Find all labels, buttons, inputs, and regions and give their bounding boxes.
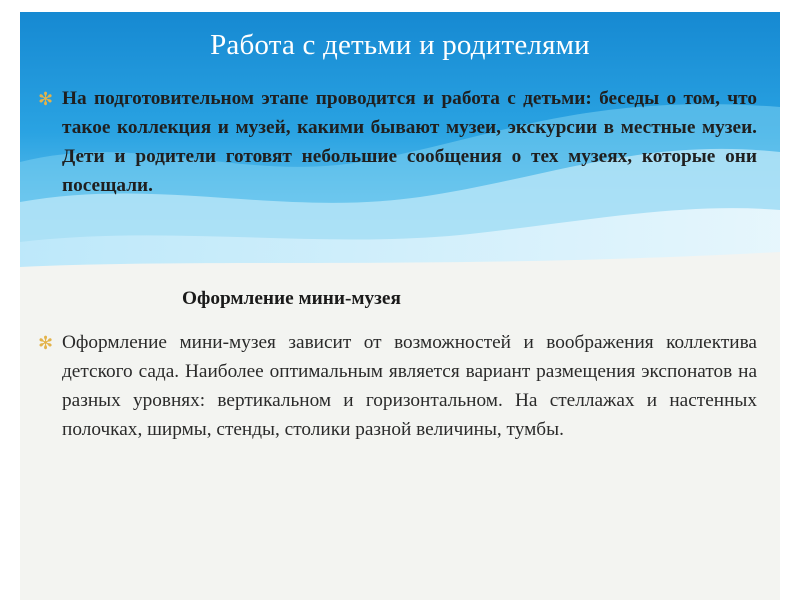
slide-title: Работа с детьми и родителями: [210, 29, 590, 61]
paragraph-preparation: На подготовительном этапе проводится и работа с детьми: беседы о том, что такое коллекция и музей, какими бывают музеи, экскурсии в местные музеи. Дети и родители готовят небольшие сообщения о тех музеях, которые они посещали.: [62, 88, 757, 196]
slide-content: [20, 12, 780, 600]
bullet-icon: ✻: [38, 89, 54, 110]
bullet-icon: ✻: [38, 333, 54, 354]
slide: [20, 12, 780, 600]
section-heading: Оформление мини-музея: [182, 288, 401, 309]
paragraph-museum-design: Оформление мини-музея зависит от возможностей и воображения коллектива детского сада. Наиболее оптимальным является вариант размещения экспонатов на разных уровнях: вертикальном и горизонтальном. На стеллажах и настенных полочках, ширмы, стенды, столики разной величины, тумбы.: [62, 332, 757, 440]
